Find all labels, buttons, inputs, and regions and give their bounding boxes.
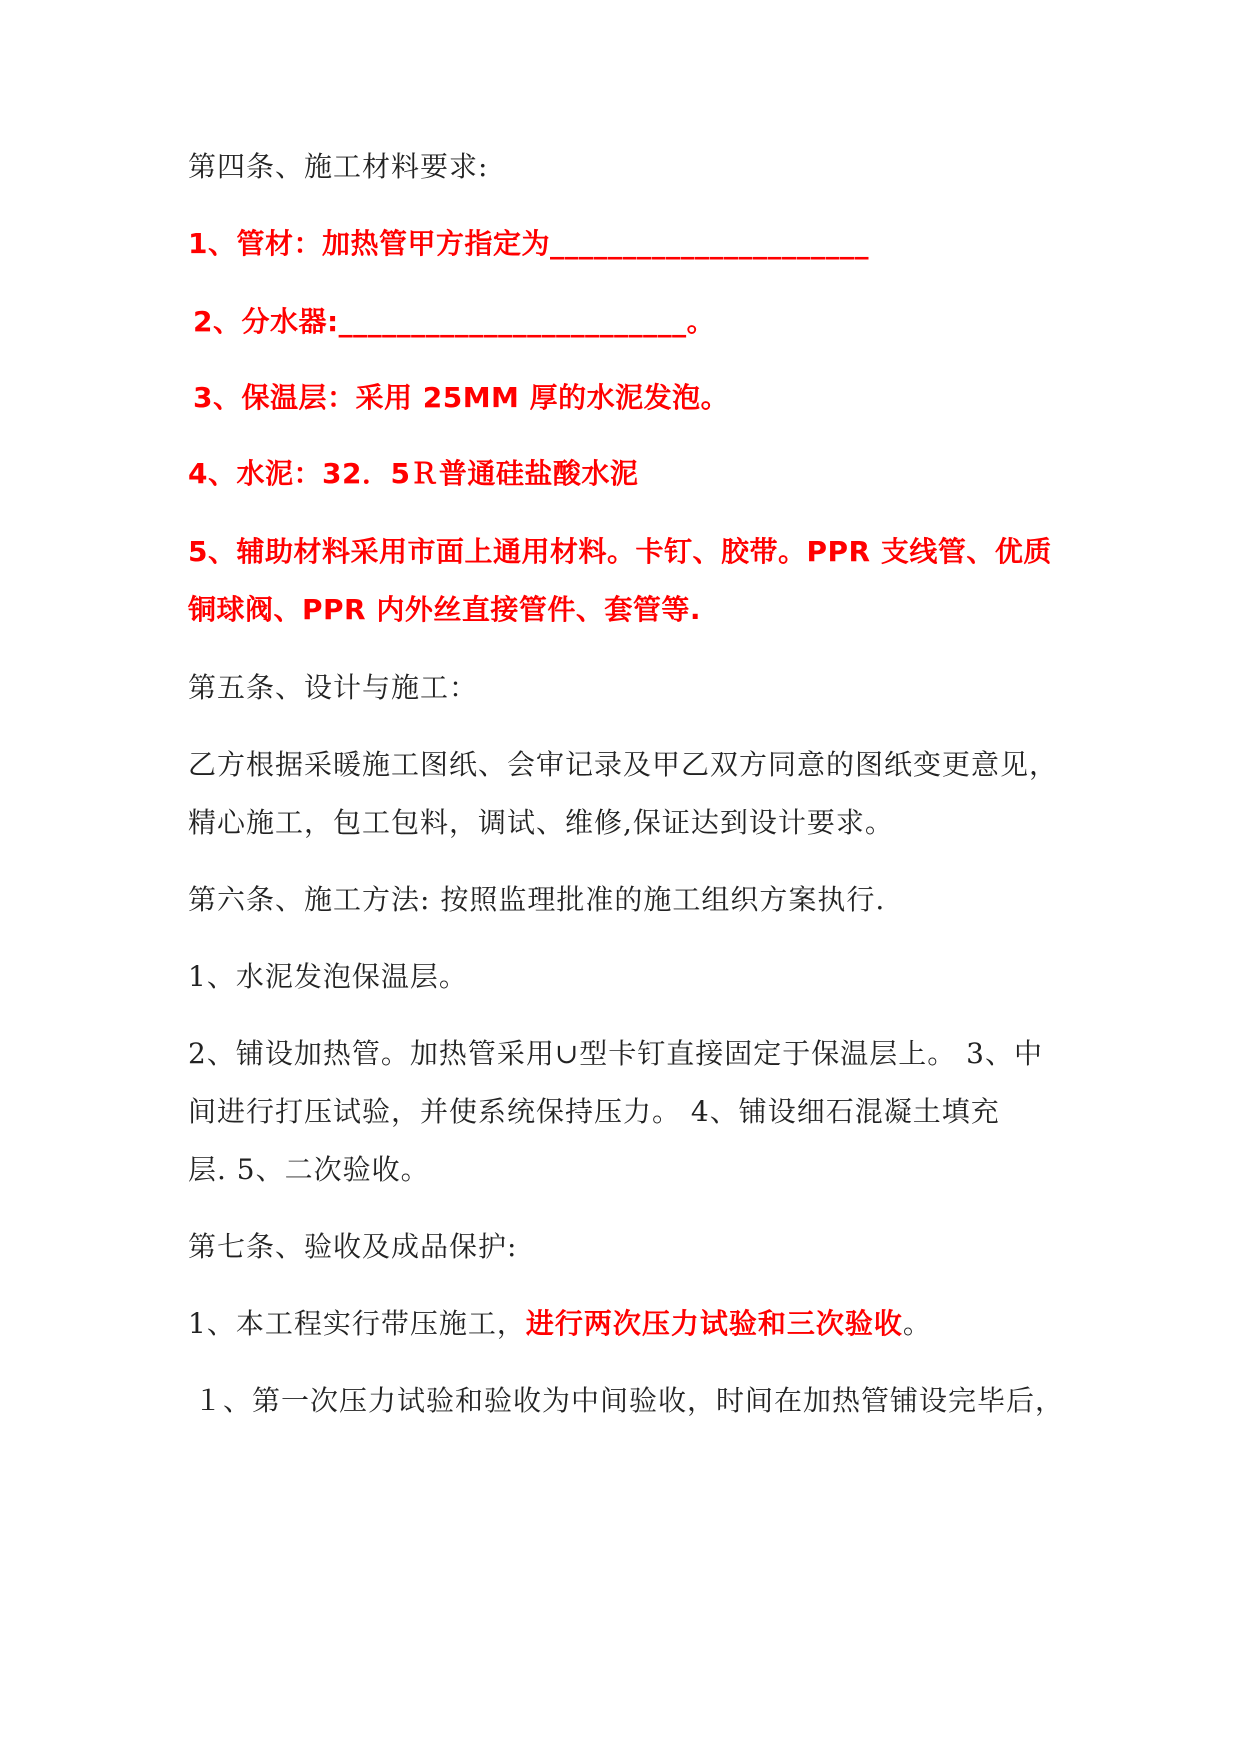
clause-4-heading: 第四条、施工材料要求: bbox=[188, 150, 489, 183]
clause-5-heading: 第五条、设计与施工： bbox=[188, 671, 479, 704]
method-items-line-3: 层. 5、二次验收。 bbox=[188, 1153, 430, 1186]
method-items-line-2: 间进行打压试验，并使系统保持压力。 4、铺设细石混凝土填充 bbox=[188, 1095, 1000, 1128]
material-item-1: 1、管材：加热管甲方指定为______________________ bbox=[188, 227, 869, 260]
acceptance-item-1 bbox=[188, 1304, 932, 1344]
clause-7-heading: 第七条、验收及成品保护: bbox=[188, 1230, 518, 1263]
material-item-5-line-2: 铜球阀、PPR 内外丝直接管件、套管等. bbox=[188, 593, 701, 626]
material-item-5-line-1: 5、辅助材料采用市面上通用材料。卡钉、胶带。PPR 支线管、优质 bbox=[188, 535, 1052, 568]
material-item-3: 3、保温层：采用 25MM 厚的水泥发泡。 bbox=[193, 381, 730, 414]
clause-5-body-line-1: 乙方根据采暖施工图纸、会审记录及甲乙双方同意的图纸变更意见， bbox=[188, 748, 1059, 781]
clause-6-heading: 第六条、施工方法: 按照监理批准的施工组织方案执行. bbox=[188, 883, 886, 916]
acceptance-item-2: １、第一次压力试验和验收为中间验收，时间在加热管铺设完毕后， bbox=[194, 1384, 1065, 1417]
method-item-1: 1、水泥发泡保温层。 bbox=[188, 960, 468, 993]
material-item-2: 2、分水器:________________________。 bbox=[193, 305, 716, 338]
acceptance-item-1-prefix: 1、本工程实行带压施工， bbox=[188, 1307, 526, 1340]
acceptance-item-1-suffix: 。 bbox=[902, 1307, 932, 1340]
material-item-4: 4、水泥：32．5Ｒ普通硅盐酸水泥 bbox=[188, 457, 639, 490]
method-items-line-1: 2、铺设加热管。加热管采用∪型卡钉直接固定于保温层上。 3、中 bbox=[188, 1037, 1043, 1070]
acceptance-item-1-highlight: 进行两次压力试验和三次验收 bbox=[525, 1307, 903, 1340]
clause-5-body-line-2: 精心施工，包工包料，调试、维修,保证达到设计要求。 bbox=[188, 806, 894, 839]
